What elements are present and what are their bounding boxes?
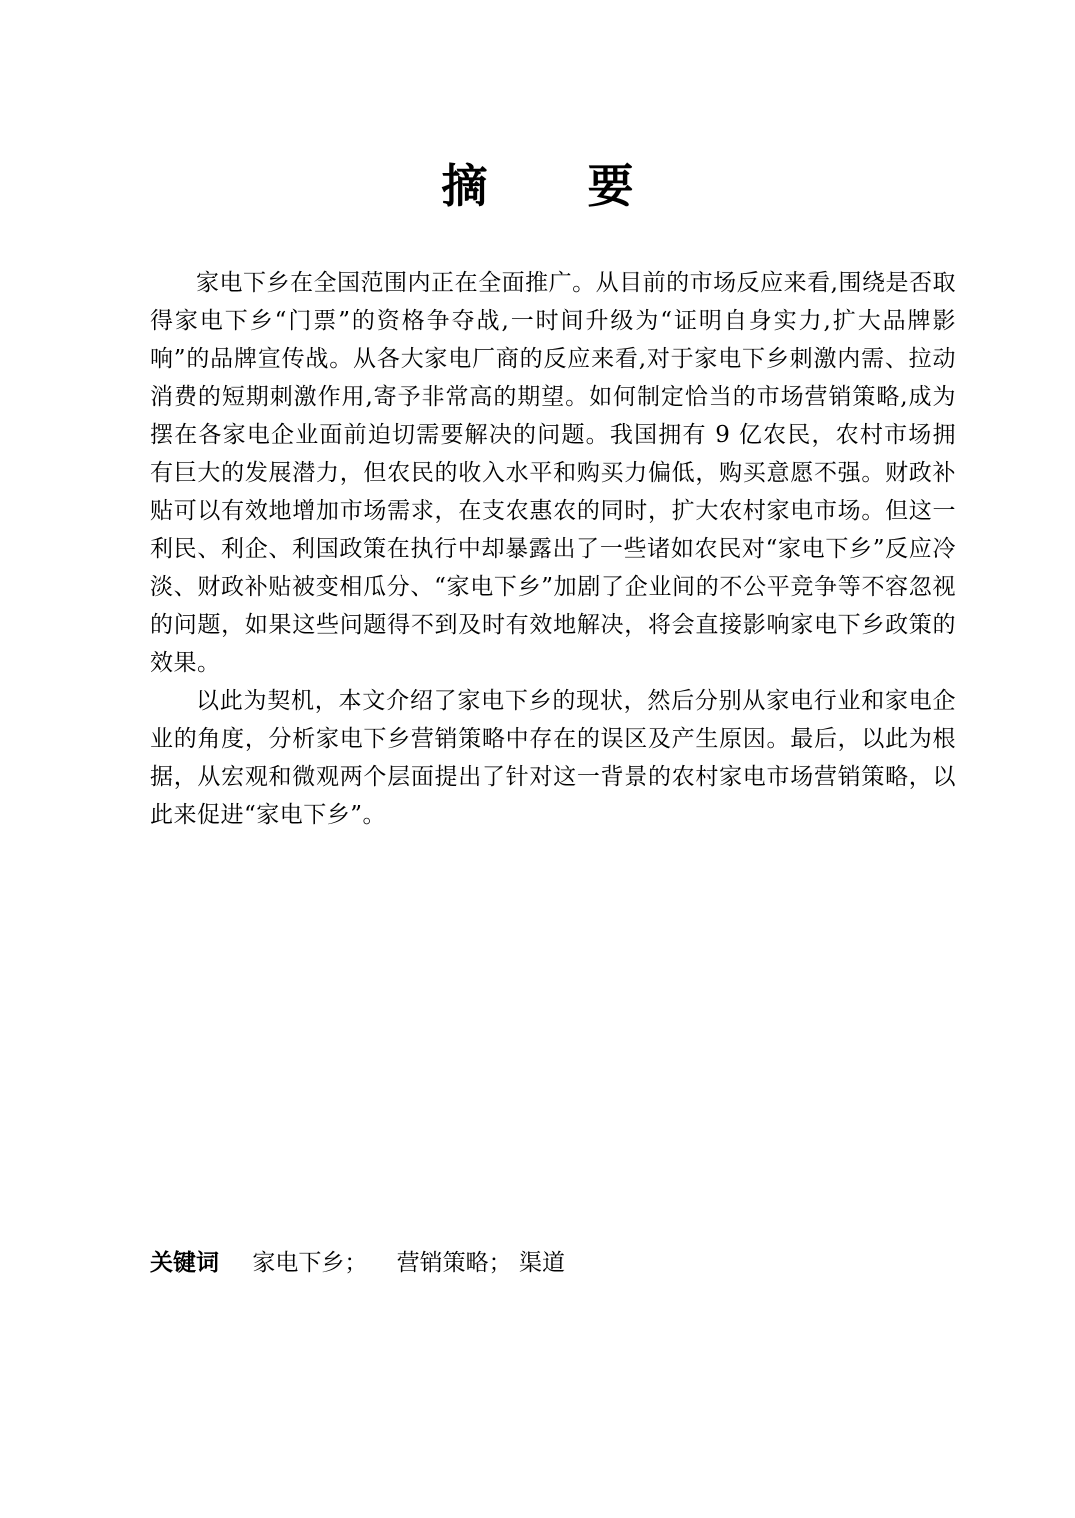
keywords-line (150, 1246, 565, 1280)
keyword-item: 渠道 (518, 1250, 565, 1276)
abstract-paragraph-1: 家电下乡在全国范围内正在全面推广。从目前的市场反应来看,围绕是否取得家电下乡“门票”的资格争夺战,一时间升级为“证明自身实力,扩大品牌影响”的品牌宣传战。从各大家电厂商的反应来看,对于家电下乡刺激内需、拉动消费的短期刺激作用,寄予非常高的期望。如何制定恰当的市场营销策略,成为摆在各家电企业面前迫切需要解决的问题。我国拥有 9 亿农民，农村市场拥有巨大的发展潜力，但农民的收入水平和购买力偏低，购买意愿不强。财政补贴可以有效地增加市场需求，在支农惠农的同时，扩大农村家电市场。但这一利民、利企、利国政策在执行中却暴露出了一些诸如农民对“家电下乡”反应冷淡、财政补贴被变相瓜分、“家电下乡”加剧了企业间的不公平竞争等不容忽视的问题，如果这些问题得不到及时有效地解决，将会直接影响家电下乡政策的效果。 (150, 270, 956, 676)
abstract-body (150, 264, 956, 834)
keyword-item: 营销策略； (396, 1250, 512, 1276)
abstract-paragraph-2: 以此为契机，本文介绍了家电下乡的现状，然后分别从家电行业和家电企业的角度，分析家电下乡营销策略中存在的误区及产生原因。最后，以此为根据，从宏观和微观两个层面提出了针对这一背景的农村家电市场营销策略，以此来促进“家电下乡”。 (150, 688, 956, 828)
keywords-label: 关键词 (150, 1250, 219, 1276)
abstract-title: 摘 要 (441, 159, 676, 213)
keyword-item: 家电下乡； (252, 1250, 368, 1276)
